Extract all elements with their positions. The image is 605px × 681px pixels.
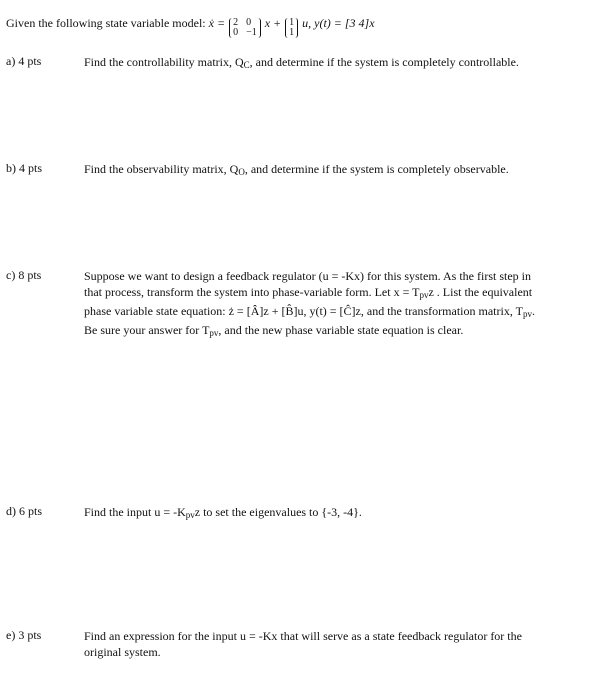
xdot-symbol: ẋ = <box>208 15 226 30</box>
matrix-a-r1c2: 0 <box>246 17 252 28</box>
x-plus: x + <box>264 15 282 30</box>
question-e-label: e) 3 pts <box>6 628 42 642</box>
problem-intro <box>6 10 375 38</box>
question-c-text: Suppose we want to design a feedback regulator (u = -Kx) for this system. As the first step in that process, transform the system into phase-variable form. Let $x = T_{pv}z$ . List the equivalent phase variable state equation: ż = [Â]z + [B̂]u, y(t) = [Ĉ]z, and the transformation matrix, $T_{pv}$. Be sure your answer for $T_{pv}$, and the new phase variable state equation is clear. <box>84 269 535 338</box>
question-b-label: b) 4 pts <box>6 161 42 175</box>
question-b-text: Find the observability matrix, $Q_O$, and determine if the system is completely observable. <box>84 162 509 177</box>
matrix-a-r2c2: −1 <box>246 27 257 38</box>
question-a-label: a) 4 pts <box>6 54 42 68</box>
question-d-text: Find the input $u = -K_{pv}z$ to set the eigenvalues to {-3, -4}. <box>84 505 362 520</box>
matrix-a-r2c1: 0 <box>233 27 239 38</box>
question-d-label: d) 6 pts <box>6 504 42 518</box>
matrix-a <box>229 10 261 38</box>
matrix-a-r1c1: 2 <box>233 17 239 28</box>
matrix-b <box>285 10 298 38</box>
matrix-b-r2: 1 <box>289 27 295 38</box>
intro-text: Given the following state variable model: <box>6 15 206 30</box>
question-a-text: Find the controllability matrix, $Q_C$, and determine if the system is completely controllable. <box>84 55 519 70</box>
matrix-b-r1: 1 <box>289 17 295 28</box>
question-e-text: Find an expression for the input u = -Kx that will serve as a state feedback regulator for the original system. <box>84 629 522 659</box>
question-c-label: c) 8 pts <box>6 268 42 282</box>
output-equation: u, y(t) = [3 4]x <box>302 15 375 30</box>
